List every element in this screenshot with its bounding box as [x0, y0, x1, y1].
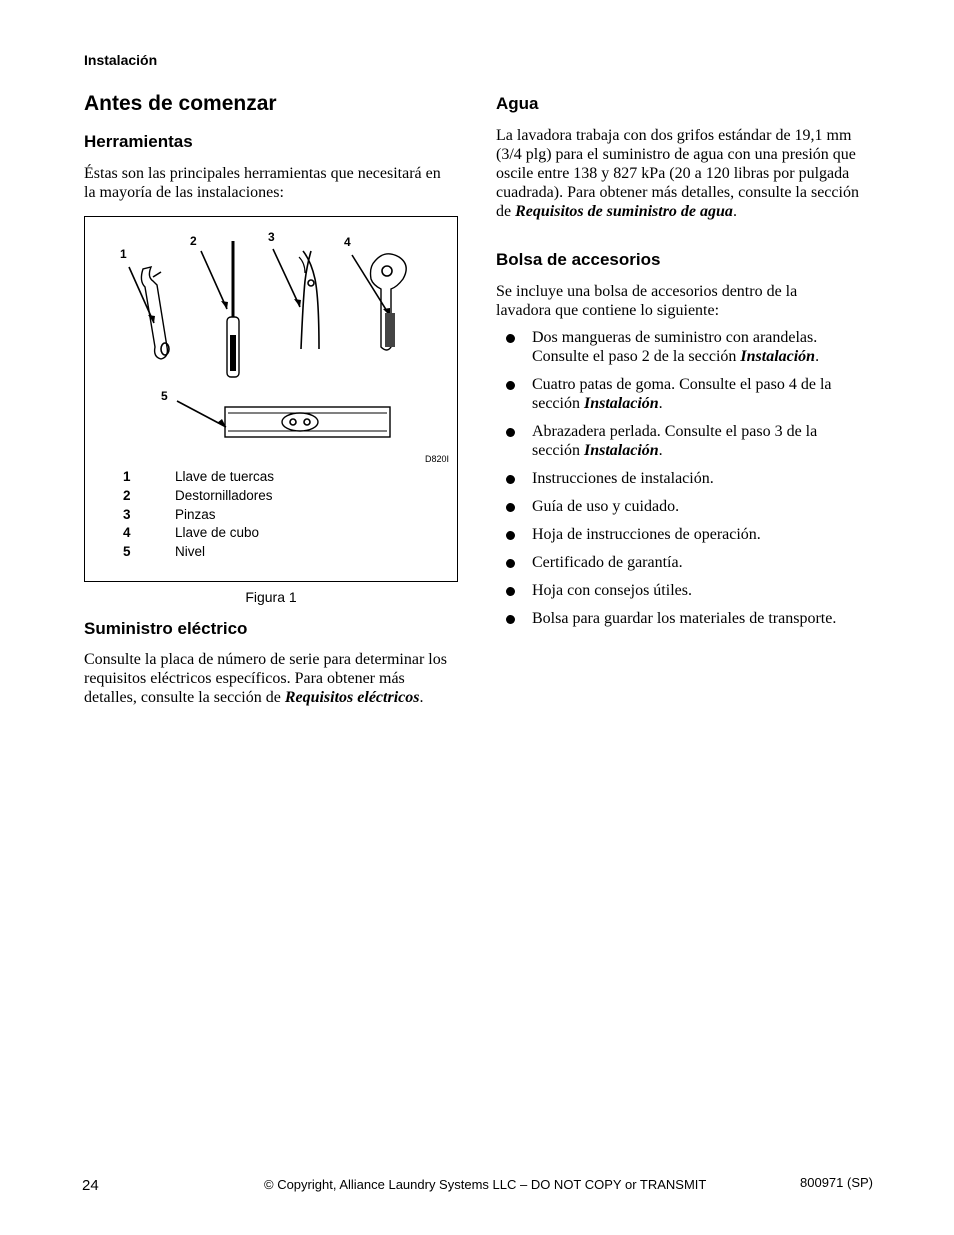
figure-caption: Figura 1	[245, 589, 297, 605]
heading-suministro: Suministro eléctrico	[84, 619, 248, 638]
list-item-end: .	[658, 442, 663, 459]
suministro-text-before: Consulte la placa de número de serie para determinar los requisitos eléctricos específicos. Para obtener más detalles, consulte la sección de	[84, 651, 447, 706]
bullet-icon	[506, 334, 515, 343]
list-item-text: Cuatro patas de goma. Consulte el paso 4 de la sección	[532, 376, 832, 412]
legend-number: 4	[123, 525, 131, 540]
page-title: Antes de comenzar	[84, 92, 277, 115]
legend-label: Pinzas	[175, 507, 216, 522]
bullet-icon	[506, 381, 515, 390]
herramientas-intro: Éstas son las principales herramientas que necesitará en la mayoría de las instalaciones:	[84, 165, 441, 201]
leader-4	[352, 255, 390, 316]
pliers-icon	[299, 251, 319, 349]
section-label: Instalación	[84, 52, 158, 68]
callout-5: 5	[161, 389, 168, 403]
list-item	[506, 609, 866, 628]
heading-agua: Agua	[496, 94, 539, 113]
suministro-text-after: .	[419, 689, 424, 706]
list-item	[506, 375, 866, 413]
link-requisitos-electricos[interactable]: Requisitos eléctricos	[284, 689, 420, 706]
bullet-icon	[506, 559, 515, 568]
legend-label: Destornilladores	[175, 488, 273, 503]
list-item-text: Bolsa para guardar los materiales de transporte.	[532, 610, 837, 627]
list-item-text: Certificado de garantía.	[532, 554, 683, 571]
legend-number: 1	[123, 469, 131, 484]
list-item-text: Dos mangueras de suministro con arandelas. Consulte el paso 2 de la sección	[532, 329, 818, 365]
list-item-text: Guía de uso y cuidado.	[532, 498, 680, 515]
legend-number: 2	[123, 488, 131, 503]
screwdriver-icon	[227, 241, 239, 377]
heading-bolsa: Bolsa de accesorios	[496, 250, 661, 269]
list-item-text: Instrucciones de instalación.	[532, 470, 714, 487]
list-item	[506, 581, 866, 600]
link-requisitos-agua[interactable]: Requisitos de suministro de agua	[515, 203, 733, 220]
bullet-icon	[506, 428, 515, 437]
bolsa-intro: Se incluye una bolsa de accesorios dentro de la lavadora que contiene lo siguiente:	[496, 283, 798, 319]
list-item	[506, 469, 866, 488]
list-item-text: Hoja de instrucciones de operación.	[532, 526, 761, 543]
tools-illustration	[85, 217, 457, 457]
callout-4: 4	[344, 235, 351, 249]
legend-label: Llave de tuercas	[175, 469, 275, 484]
callout-3: 3	[268, 230, 275, 244]
list-item	[506, 328, 866, 366]
agua-text	[496, 126, 868, 221]
suministro-text	[84, 650, 456, 707]
list-item	[506, 422, 866, 460]
level-icon	[225, 407, 390, 437]
legend-number: 5	[123, 544, 131, 559]
list-item	[506, 525, 866, 544]
legend-label: Llave de cubo	[175, 525, 260, 540]
copyright-notice: © Copyright, Alliance Laundry Systems LLC – DO NOT COPY or TRANSMIT	[264, 1177, 707, 1192]
leader-2	[201, 251, 227, 309]
legend-label: Nivel	[175, 544, 206, 559]
link-instalacion[interactable]: Instalación	[740, 348, 816, 365]
bullet-icon	[506, 587, 515, 596]
bullet-icon	[506, 615, 515, 624]
page-number: 24	[82, 1177, 99, 1194]
list-item-text: Abrazadera perlada. Consulte el paso 3 de la sección	[532, 423, 818, 459]
document-id: 800971 (SP)	[800, 1175, 873, 1190]
agua-text-before: La lavadora trabaja con dos grifos estándar de 19,1 mm (3/4 plg) para el suministro de agua con una presión que oscile entre 138 y 827 kPa (20 a 120 libras por pulgada cuadrada). Para obtener más detalles, consulte la sección de	[496, 127, 859, 220]
accessory-list	[506, 328, 866, 637]
bullet-icon	[506, 531, 515, 540]
socket-wrench-icon	[371, 254, 407, 350]
agua-text-after: .	[732, 203, 737, 220]
leader-3	[273, 249, 300, 307]
bullet-icon	[506, 475, 515, 484]
list-item	[506, 497, 866, 516]
list-item-end: .	[815, 348, 820, 365]
legend-number: 3	[123, 507, 131, 522]
list-item	[506, 553, 866, 572]
heading-herramientas: Herramientas	[84, 132, 193, 151]
tools-figure	[84, 216, 458, 582]
list-item-text: Hoja con consejos útiles.	[532, 582, 692, 599]
callout-1: 1	[120, 247, 127, 261]
bullet-icon	[506, 503, 515, 512]
figure-code: D820I	[425, 454, 450, 464]
adjustable-wrench-icon	[141, 267, 169, 359]
link-instalacion[interactable]: Instalación	[583, 442, 659, 459]
link-instalacion[interactable]: Instalación	[583, 395, 659, 412]
list-item-end: .	[658, 395, 663, 412]
callout-2: 2	[190, 234, 197, 248]
